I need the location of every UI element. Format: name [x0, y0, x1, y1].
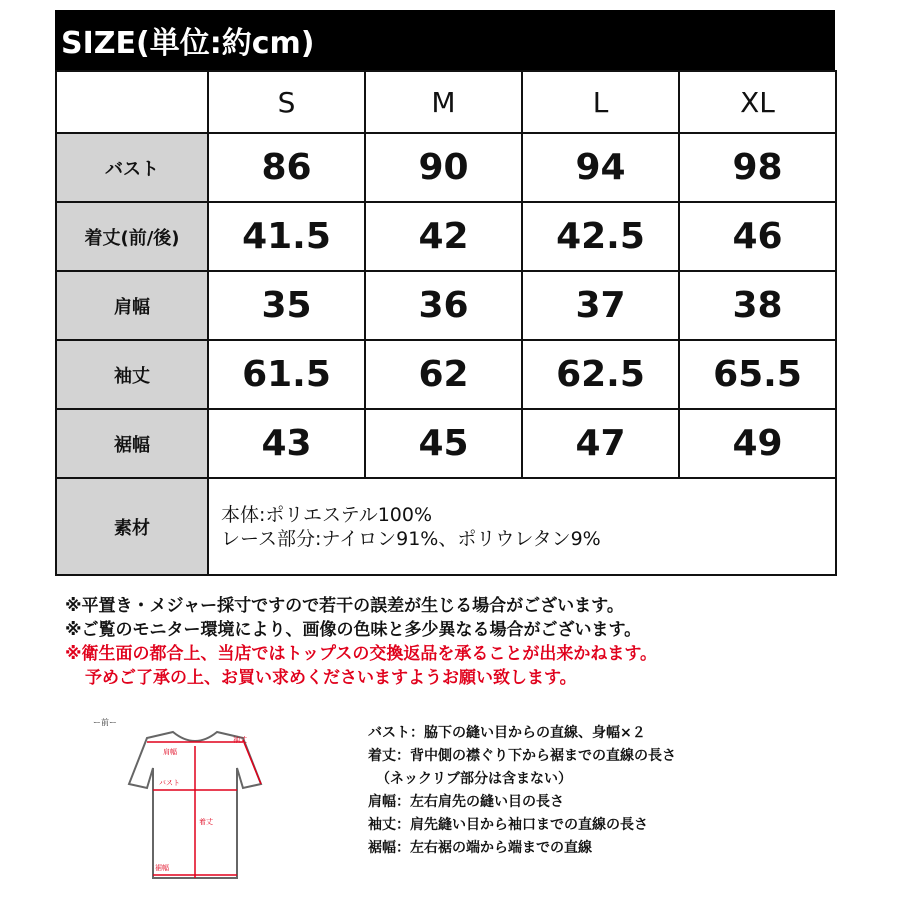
cell-value: 46: [679, 202, 836, 271]
cell-value: 42: [365, 202, 522, 271]
cell-value: 98: [679, 133, 836, 202]
diagram-sleeve-label: 袖丈: [233, 736, 247, 744]
table-row-shoulder: [56, 271, 836, 340]
table-row-hem: [56, 409, 836, 478]
cell-value: 86: [208, 133, 365, 202]
tshirt-diagram-svg: [85, 712, 315, 892]
cell-value: 37: [522, 271, 679, 340]
size-grid: [55, 70, 837, 576]
size-table: [55, 10, 835, 576]
cell-value: 35: [208, 271, 365, 340]
table-row-material: [56, 478, 836, 575]
definition-hem: 裾幅：左右裾の端から端までの直線: [368, 840, 592, 856]
size-header-s: S: [208, 71, 365, 133]
size-header-xl: XL: [679, 71, 836, 133]
cell-value: 47: [522, 409, 679, 478]
row-label-length: 着丈(前/後): [56, 202, 208, 271]
cell-value: 62: [365, 340, 522, 409]
note-measurement: ※平置き・メジャー採寸ですので若干の誤差が生じる場合がございます。: [65, 596, 624, 616]
table-row-length: [56, 202, 836, 271]
cell-value: 62.5: [522, 340, 679, 409]
definition-length-note: （ネックリブ部分は含まない）: [376, 771, 572, 787]
diagram-length-label: 着丈: [199, 818, 213, 826]
tshirt-diagram: [85, 712, 315, 892]
definition-shoulder: 肩幅：左右肩先の縫い目の長さ: [368, 794, 564, 810]
cell-value: 61.5: [208, 340, 365, 409]
definition-bust: バスト：脇下の縫い目からの直線、身幅×２: [368, 725, 646, 741]
measurement-definitions: [368, 722, 838, 860]
cell-value: 38: [679, 271, 836, 340]
cell-value: 41.5: [208, 202, 365, 271]
size-header-row: [56, 71, 836, 133]
row-label-sleeve: 袖丈: [56, 340, 208, 409]
cell-value: 65.5: [679, 340, 836, 409]
cell-value: 45: [365, 409, 522, 478]
cell-value: 42.5: [522, 202, 679, 271]
cell-value: 36: [365, 271, 522, 340]
notes: [65, 594, 825, 690]
table-row-bust: [56, 133, 836, 202]
cell-value: 90: [365, 133, 522, 202]
size-table-title: SIZE(単位:約cm): [55, 10, 835, 70]
note-hygiene: ※衛生面の都合上、当店ではトップスの交換返品を承ることが出来かねます。: [65, 644, 657, 664]
material-text: [208, 478, 836, 575]
material-line-lace: レース部分:ナイロン91%、ポリウレタン9%: [221, 527, 601, 550]
note-hygiene-cont: 予めご了承の上、お買い求めくださいますようお願い致します。: [85, 668, 577, 688]
diagram-shoulder-label: 肩幅: [163, 748, 177, 756]
size-header-l: L: [522, 71, 679, 133]
diagram-front-label: ー前ー: [93, 718, 117, 727]
row-label-shoulder: 肩幅: [56, 271, 208, 340]
cell-value: 43: [208, 409, 365, 478]
definition-sleeve: 袖丈：肩先縫い目から袖口までの直線の長さ: [368, 817, 648, 833]
table-row-sleeve: [56, 340, 836, 409]
material-line-body: 本体:ポリエステル100%: [221, 503, 433, 526]
header-corner-cell: [56, 71, 208, 133]
row-label-material: 素材: [56, 478, 208, 575]
diagram-bust-label: バスト: [159, 779, 180, 787]
diagram-hem-label: 裾幅: [155, 864, 169, 872]
note-monitor: ※ご覧のモニター環境により、画像の色味と多少異なる場合がございます。: [65, 620, 642, 640]
cell-value: 49: [679, 409, 836, 478]
row-label-hem: 裾幅: [56, 409, 208, 478]
row-label-bust: バスト: [56, 133, 208, 202]
definition-length: 着丈：背中側の襟ぐり下から裾までの直線の長さ: [368, 748, 676, 764]
cell-value: 94: [522, 133, 679, 202]
size-header-m: M: [365, 71, 522, 133]
